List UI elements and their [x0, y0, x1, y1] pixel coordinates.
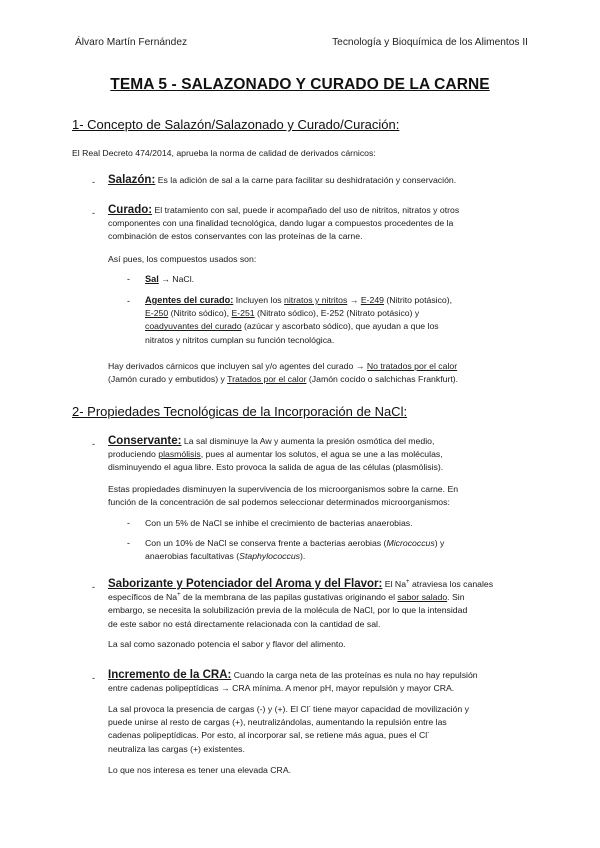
cra-paragraph	[108, 703, 469, 756]
cra-line: entre cadenas polipeptídicas → CRA mínima. A menor pH, mayor repulsión y mayor CRA.	[108, 683, 455, 694]
saborizante-line: . Sin	[447, 592, 465, 603]
derivados-text	[108, 360, 458, 386]
section-1-heading: 1- Concepto de Salazón/Salazonado y Curado/Curación:	[72, 117, 400, 132]
bullet-dash: -	[127, 518, 130, 528]
cra-paragraph-line: puede unirse al resto de cargas (+), neutralizándolas, aumentando la repulsión entre las	[108, 717, 447, 728]
header-subject: Tecnología y Bioquímica de los Alimentos II	[332, 37, 528, 48]
e249-code: E-249	[360, 295, 384, 305]
bullet-dash: -	[92, 439, 95, 449]
micrococcus-term: Micrococcus	[386, 538, 435, 548]
sal-term: Sal	[145, 274, 159, 284]
agentes-text: nitratos y nitritos cumplan su función tecnológica.	[145, 334, 335, 345]
agentes-text: (Nitrito potásico),	[384, 295, 453, 305]
sal-text: → NaCl.	[158, 274, 195, 284]
nitratos-link: nitratos y nitritos	[284, 295, 348, 305]
e250-code: E-250	[145, 308, 169, 319]
sazonado-text: La sal como sazonado potencia el sabor y flavor del alimento.	[108, 639, 346, 649]
cra-paragraph-line: neutraliza las cargas (+) existentes.	[108, 743, 245, 754]
nacl-10-line: ).	[300, 551, 306, 562]
bullet-dash: -	[127, 538, 130, 548]
no-tratados-term: No tratados por el calor	[366, 361, 458, 371]
conservante-paragraph	[108, 483, 458, 509]
conservante-term: Conservante:	[108, 435, 182, 447]
bullet-dash: -	[127, 296, 130, 306]
agentes-item	[145, 294, 452, 347]
agentes-term: Agentes del curado:	[145, 295, 234, 305]
nacl-10-item	[145, 537, 444, 563]
conservante-item	[108, 435, 443, 475]
intro-text: El Real Decreto 474/2014, aprueba la norma de calidad de derivados cárnicos:	[72, 148, 376, 158]
conservante-paragraph-line: función de la concentración de sal podemos seleccionar determinados microorganismos:	[108, 497, 450, 508]
tratados-term: Tratados por el calor	[227, 374, 307, 385]
nacl-10-line: anaerobias facultativas (	[145, 551, 240, 562]
coadyuvantes-term: coadyuvantes del curado	[145, 321, 242, 332]
asi-text: Así pues, los compuestos usados son:	[108, 254, 257, 264]
saborizante-line: específicos de Na	[108, 592, 178, 603]
header-author: Álvaro Martín Fernández	[75, 37, 188, 48]
saborizante-line: embargo, se necesita la solubilización previa de la molécula de NaCl, por lo que la intensidad	[108, 605, 468, 616]
saborizante-term: Saborizante y Potenciador del Aroma y del Flavor:	[108, 578, 383, 590]
nacl-5-item: Con un 5% de NaCl se inhibe el crecimiento de bacterias anaerobias.	[145, 518, 413, 528]
section-2-heading: 2- Propiedades Tecnológicas de la Incorporación de NaCl:	[72, 404, 408, 419]
cra-line: Cuando la carga neta de las proteínas es nula no hay repulsión	[231, 670, 478, 680]
conservante-line: disminuyendo el agua libre. Esto provoca la salida de agua de las células (plasmólisis).	[108, 462, 444, 473]
saborizante-line: de este sabor no está directamente relacionada con la cantidad de sal.	[108, 618, 381, 629]
e251-code: E-251	[231, 308, 255, 319]
superscript: -	[427, 730, 430, 737]
agentes-text: (Nitrato sódico), E-252 (Nitrato potásico) y	[254, 308, 420, 319]
curado-line: combinación de estos conservantes con las proteínas de la carne.	[108, 231, 363, 242]
superscript: +	[406, 579, 410, 586]
sabor-salado-term: sabor salado	[397, 592, 448, 603]
plasmolisis-term: plasmólisis	[158, 449, 201, 460]
page-title: TEMA 5 - SALAZONADO Y CURADO DE LA CARNE	[110, 76, 490, 93]
nacl-10-line: ) y	[434, 538, 445, 548]
derivados-line: Hay derivados cárnicos que incluyen sal y/o agentes del curado →	[108, 361, 367, 371]
cra-conclusion: Lo que nos interesa es tener una elevada CRA.	[108, 765, 292, 775]
cra-paragraph-line: tiene mayor capacidad de movilización y	[310, 704, 470, 714]
curado-line: componentes con una finalidad tecnológica, dando lugar a compuestos procedentes de la	[108, 218, 454, 229]
superscript: -	[308, 704, 311, 711]
superscript: +	[177, 592, 181, 599]
sal-item	[145, 273, 194, 286]
agentes-text: (azúcar y ascorbato sódico), que ayudan a que los	[241, 321, 439, 332]
bullet-dash: -	[127, 274, 130, 284]
bullet-dash: -	[92, 208, 95, 218]
curado-line: El tratamiento con sal, puede ir acompañado del uso de nitritos, nitratos y otros	[152, 205, 460, 215]
bullet-dash: -	[92, 673, 95, 683]
agentes-text: (Nitrito sódico),	[168, 308, 232, 319]
saborizante-line: de la membrana de las papilas gustativas originando el	[180, 592, 398, 603]
curado-item	[108, 204, 459, 244]
curado-term: Curado:	[108, 204, 153, 216]
arrow-text: →	[347, 295, 361, 305]
bullet-dash: -	[92, 177, 95, 187]
agentes-text: Incluyen los	[233, 295, 285, 305]
saborizante-item	[108, 578, 493, 631]
staphylococcus-term: Staphylococcus	[239, 551, 301, 562]
nacl-10-line: Con un 10% de NaCl se conserva frente a bacterias aerobias (	[145, 538, 387, 548]
cra-paragraph-line: cadenas polipeptídicas. Por esto, al incorporar sal, se retiene más agua, pues el Cl	[108, 730, 428, 741]
cra-term: Incremento de la CRA:	[108, 669, 232, 681]
saborizante-line: El Na	[382, 579, 407, 589]
conservante-line: La sal disminuye la Aw y aumenta la presión osmótica del medio,	[181, 436, 435, 446]
salazon-term: Salazón:	[108, 174, 156, 186]
cra-paragraph-line: La sal provoca la presencia de cargas (-) y (+). El Cl	[108, 704, 309, 714]
salazon-item	[108, 174, 456, 187]
saborizante-line: atraviesa los canales	[409, 579, 494, 589]
cra-item	[108, 669, 478, 695]
salazon-text: Es la adición de sal a la carne para facilitar su deshidratación y conservación.	[155, 175, 457, 185]
conservante-line: produciendo	[108, 449, 159, 460]
conservante-paragraph-line: Estas propiedades disminuyen la supervivencia de los microorganismos sobre la carne. En	[108, 484, 459, 494]
conservante-line: , pues al aumentar los solutos, el agua se une a las moléculas,	[200, 449, 443, 460]
bullet-dash: -	[92, 582, 95, 592]
derivados-line: (Jamón cocido o salchichas Frankfurt).	[306, 374, 459, 385]
derivados-line: (Jamón curado y embutidos) y	[108, 374, 228, 385]
